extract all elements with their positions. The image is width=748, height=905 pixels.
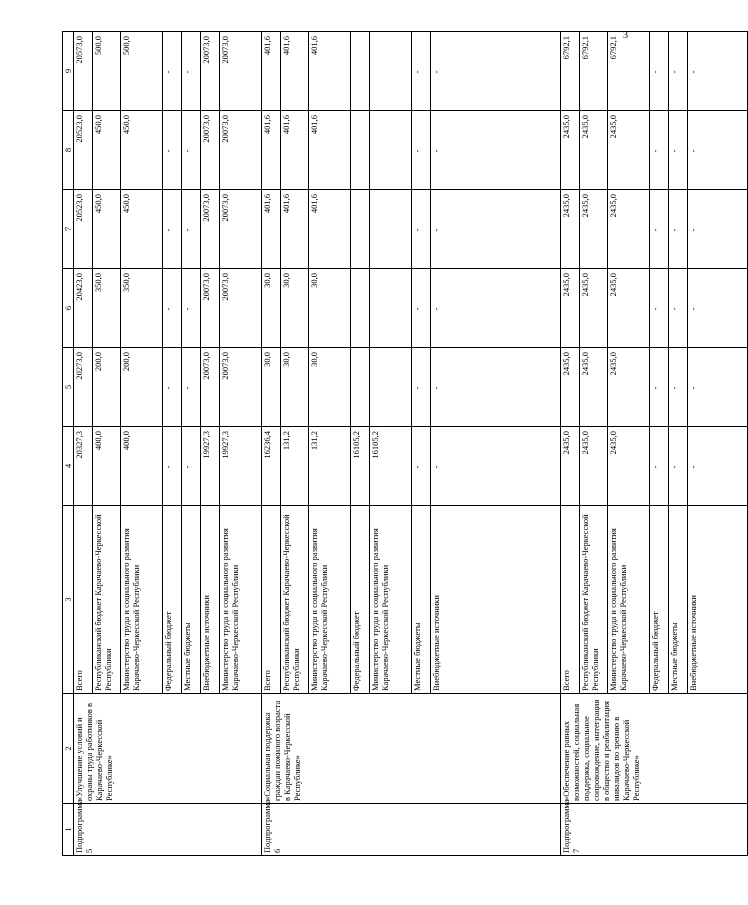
column-number: 2	[63, 694, 74, 804]
amount-cell: 2435,0	[608, 348, 650, 427]
amount-cell: -	[163, 269, 182, 348]
amount-cell: 20073,0	[201, 348, 220, 427]
funding-source: Республиканский бюджет Карачаево-Черкесской Республики	[281, 506, 309, 694]
funding-source: Министерство труда и социального развития Карачаево-Черкесской Республики	[220, 506, 262, 694]
amount-cell: 20073,0	[220, 269, 262, 348]
amount-cell: 2435,0	[561, 111, 580, 190]
column-number: 7	[63, 190, 74, 269]
amount-cell: 450,0	[121, 111, 163, 190]
amount-cell: 30,0	[281, 269, 309, 348]
amount-cell: 20073,0	[201, 32, 220, 111]
amount-cell	[370, 111, 412, 190]
amount-cell: -	[431, 269, 561, 348]
table-row	[262, 32, 281, 856]
amount-cell: 19927,3	[220, 427, 262, 506]
amount-cell: 401,6	[281, 111, 309, 190]
amount-cell: 450,0	[93, 190, 121, 269]
amount-cell: 401,6	[281, 190, 309, 269]
amount-cell: 30,0	[309, 348, 351, 427]
amount-cell	[370, 32, 412, 111]
column-number: 6	[63, 269, 74, 348]
amount-cell	[351, 111, 370, 190]
rotated-table-container	[62, 32, 698, 856]
subprogram-name: «Улучшение условий и охраны труда работников в Карачаево-Черкесской Республике»	[74, 694, 262, 804]
amount-cell: -	[163, 32, 182, 111]
column-number: 8	[63, 111, 74, 190]
amount-cell: -	[163, 427, 182, 506]
amount-cell: 131,2	[281, 427, 309, 506]
funding-source: Федеральный бюджет	[351, 506, 370, 694]
amount-cell: 401,6	[262, 190, 281, 269]
amount-cell: 16236,4	[262, 427, 281, 506]
funding-source: Местные бюджеты	[669, 506, 688, 694]
amount-cell: 20073,0	[201, 269, 220, 348]
amount-cell: 2435,0	[608, 111, 650, 190]
funding-source: Министерство труда и социального развития Карачаево-Черкесской Республики	[608, 506, 650, 694]
amount-cell: -	[688, 190, 748, 269]
funding-source: Всего	[561, 506, 580, 694]
amount-cell: -	[182, 348, 201, 427]
table-row	[561, 32, 580, 856]
amount-cell: -	[688, 269, 748, 348]
amount-cell: 30,0	[262, 269, 281, 348]
page-number: 3	[623, 30, 628, 41]
amount-cell: 2435,0	[608, 269, 650, 348]
amount-cell: 20073,0	[220, 32, 262, 111]
amount-cell: 20073,0	[220, 111, 262, 190]
amount-cell: -	[412, 269, 431, 348]
amount-cell: 131,2	[309, 427, 351, 506]
column-number: 5	[63, 348, 74, 427]
amount-cell: 30,0	[281, 348, 309, 427]
funding-source: Министерство труда и социального развития Карачаево-Черкесской Республики	[309, 506, 351, 694]
subprogram-code: Подпрограмма 5	[74, 804, 262, 856]
amount-cell: -	[412, 427, 431, 506]
amount-cell: 401,6	[262, 111, 281, 190]
amount-cell: -	[669, 269, 688, 348]
column-number: 1	[63, 804, 74, 856]
amount-cell	[351, 348, 370, 427]
amount-cell	[351, 32, 370, 111]
amount-cell	[370, 190, 412, 269]
funding-source: Внебюджетные источники	[688, 506, 748, 694]
amount-cell: 20073,0	[201, 190, 220, 269]
amount-cell: 401,6	[281, 32, 309, 111]
subprogram-name: «Обеспечение равных возможностей, социальная поддержка, социальное сопровождение, интеграция в общество и реабилитация инвалидов по зрению в Карачаево-Черкесской Республике»	[561, 694, 748, 804]
amount-cell: -	[412, 190, 431, 269]
amount-cell: 2435,0	[561, 190, 580, 269]
column-number: 9	[63, 32, 74, 111]
amount-cell: 401,6	[262, 32, 281, 111]
amount-cell: -	[688, 427, 748, 506]
amount-cell: 2435,0	[580, 269, 608, 348]
amount-cell	[370, 269, 412, 348]
funding-source: Внебюджетные источники	[431, 506, 561, 694]
amount-cell: 2435,0	[561, 269, 580, 348]
amount-cell: 400,0	[93, 427, 121, 506]
amount-cell: 20573,0	[74, 32, 93, 111]
amount-cell: -	[669, 111, 688, 190]
amount-cell: 6792,1	[608, 32, 650, 111]
funding-source: Республиканский бюджет Карачаево-Черкесской Республики	[93, 506, 121, 694]
amount-cell: 200,0	[93, 348, 121, 427]
amount-cell: 20273,0	[74, 348, 93, 427]
amount-cell: -	[412, 111, 431, 190]
amount-cell: 400,0	[121, 427, 163, 506]
amount-cell: -	[431, 111, 561, 190]
funding-source: Местные бюджеты	[412, 506, 431, 694]
amount-cell: 500,0	[93, 32, 121, 111]
subprogram-code: Подпрограмма 6	[262, 804, 561, 856]
amount-cell: 350,0	[93, 269, 121, 348]
amount-cell: 2435,0	[608, 427, 650, 506]
funding-source: Всего	[262, 506, 281, 694]
funding-source: Республиканский бюджет Карачаево-Черкесской Республики	[580, 506, 608, 694]
amount-cell: 500,0	[121, 32, 163, 111]
amount-cell: -	[669, 190, 688, 269]
amount-cell: 350,0	[121, 269, 163, 348]
amount-cell: -	[669, 427, 688, 506]
amount-cell: 20423,0	[74, 269, 93, 348]
amount-cell: -	[650, 427, 669, 506]
amount-cell	[370, 348, 412, 427]
amount-cell: -	[182, 269, 201, 348]
funding-source: Министерство труда и социального развития Карачаево-Черкесской Республики	[121, 506, 163, 694]
amount-cell: -	[650, 348, 669, 427]
funding-source: Федеральный бюджет	[163, 506, 182, 694]
amount-cell: 20523,0	[74, 111, 93, 190]
amount-cell: 200,0	[121, 348, 163, 427]
amount-cell: 2435,0	[580, 348, 608, 427]
amount-cell: -	[431, 427, 561, 506]
amount-cell: -	[412, 348, 431, 427]
amount-cell: 401,6	[309, 32, 351, 111]
amount-cell: 20327,3	[74, 427, 93, 506]
table-row	[74, 32, 93, 856]
funding-source: Внебюджетные источники	[201, 506, 220, 694]
amount-cell: -	[650, 269, 669, 348]
amount-cell: -	[669, 32, 688, 111]
amount-cell: -	[182, 111, 201, 190]
amount-cell: 20523,0	[74, 190, 93, 269]
amount-cell: -	[650, 32, 669, 111]
amount-cell: 20073,0	[220, 190, 262, 269]
funding-source: Местные бюджеты	[182, 506, 201, 694]
amount-cell: -	[431, 190, 561, 269]
amount-cell: -	[688, 348, 748, 427]
column-number-row	[63, 32, 74, 856]
amount-cell: 6792,1	[561, 32, 580, 111]
amount-cell: 401,6	[309, 111, 351, 190]
amount-cell: 450,0	[121, 190, 163, 269]
amount-cell: -	[163, 190, 182, 269]
amount-cell: 2435,0	[580, 190, 608, 269]
amount-cell: -	[412, 32, 431, 111]
amount-cell: -	[431, 32, 561, 111]
amount-cell: 2435,0	[580, 111, 608, 190]
amount-cell: 30,0	[309, 269, 351, 348]
amount-cell: 20073,0	[220, 348, 262, 427]
amount-cell: -	[163, 348, 182, 427]
amount-cell: 19927,3	[201, 427, 220, 506]
amount-cell: 2435,0	[580, 427, 608, 506]
amount-cell: 2435,0	[561, 427, 580, 506]
amount-cell: -	[182, 190, 201, 269]
amount-cell: 6792,1	[580, 32, 608, 111]
funding-source: Всего	[74, 506, 93, 694]
budget-table	[62, 31, 748, 856]
subprogram-code: Подпрограмма 7	[561, 804, 748, 856]
amount-cell: -	[182, 32, 201, 111]
amount-cell: -	[669, 348, 688, 427]
amount-cell: 16105,2	[351, 427, 370, 506]
amount-cell: -	[431, 348, 561, 427]
amount-cell: 20073,0	[201, 111, 220, 190]
funding-source: Федеральный бюджет	[650, 506, 669, 694]
amount-cell: 450,0	[93, 111, 121, 190]
amount-cell: -	[650, 111, 669, 190]
amount-cell: -	[182, 427, 201, 506]
column-number: 4	[63, 427, 74, 506]
funding-source: Министерство труда и социального развития Карачаево-Черкесской Республики	[370, 506, 412, 694]
amount-cell: 2435,0	[608, 190, 650, 269]
amount-cell	[351, 190, 370, 269]
amount-cell: -	[688, 32, 748, 111]
amount-cell: -	[688, 111, 748, 190]
amount-cell: -	[650, 190, 669, 269]
amount-cell: 2435,0	[561, 348, 580, 427]
amount-cell: 16105,2	[370, 427, 412, 506]
subprogram-name: «Социальная поддержка граждан пожилого возраста в Карачаево-Черкесской Республике»	[262, 694, 561, 804]
amount-cell: -	[163, 111, 182, 190]
amount-cell: 401,6	[309, 190, 351, 269]
column-number: 3	[63, 506, 74, 694]
amount-cell: 30,0	[262, 348, 281, 427]
amount-cell	[351, 269, 370, 348]
